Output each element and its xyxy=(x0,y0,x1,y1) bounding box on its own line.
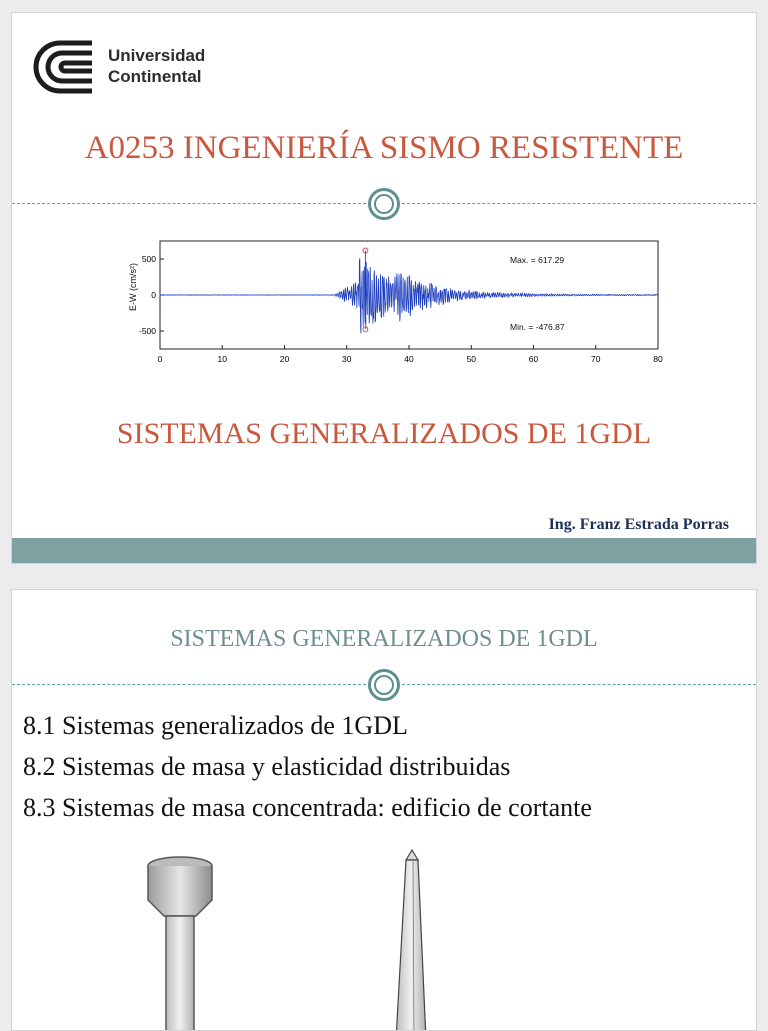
max-annotation: Max. = 617.29 xyxy=(510,255,565,265)
x-tick-label: 60 xyxy=(528,354,539,364)
seismogram-chart xyxy=(122,239,682,375)
topic-list xyxy=(23,705,592,828)
topic-item: 8.1 Sistemas generalizados de 1GDL xyxy=(23,711,408,740)
x-tick-label: 80 xyxy=(653,354,663,364)
structures-illustration xyxy=(12,840,756,1031)
course-title: A0253 INGENIERÍA SISMO RESISTENTE xyxy=(84,130,684,166)
x-tick-label: 0 xyxy=(157,354,163,364)
x-tick-label: 20 xyxy=(279,354,290,364)
y-tick-label: 0 xyxy=(151,290,156,300)
x-tick-label: 40 xyxy=(404,354,414,364)
footer-bar xyxy=(12,538,756,563)
water-tank-icon xyxy=(148,857,212,1031)
title-slide xyxy=(11,12,757,564)
y-axis-label: E-W (cm/s²) xyxy=(128,263,138,311)
divider-right xyxy=(402,203,756,204)
x-tick-label: 50 xyxy=(466,354,476,364)
min-annotation: Min. = -476.87 xyxy=(510,322,565,332)
slide-subtitle: SISTEMAS GENERALIZADOS DE 1GDL xyxy=(116,417,652,450)
divider-left xyxy=(12,203,366,204)
ring-ornament xyxy=(368,188,400,220)
y-tick-label: -500 xyxy=(138,326,156,336)
content-slide xyxy=(11,589,757,1031)
topic-item: 8.2 Sistemas de masa y elasticidad distribuidas xyxy=(23,752,511,781)
x-tick-label: 70 xyxy=(591,354,601,364)
topic-item: 8.3 Sistemas de masa concentrada: edificio de cortante xyxy=(23,793,592,822)
divider-right xyxy=(402,684,756,685)
author-name: Ing. Franz Estrada Porras xyxy=(548,516,729,533)
x-tick-label: 30 xyxy=(342,354,352,364)
logo-arc-inner xyxy=(61,63,92,71)
y-tick-label: 500 xyxy=(141,254,156,264)
slide2-title: SISTEMAS GENERALIZADOS DE 1GDL xyxy=(170,626,598,652)
divider-left xyxy=(12,684,366,685)
ring-ornament xyxy=(368,669,400,701)
x-tick-label: 10 xyxy=(217,354,227,364)
logo-arc-outer xyxy=(36,43,92,91)
logo-line1: Universidad xyxy=(108,46,206,65)
logo-line2: Continental xyxy=(108,67,202,86)
logo-arc-middle xyxy=(48,53,92,81)
logo-text xyxy=(108,45,205,87)
obelisk-icon xyxy=(396,850,426,1031)
